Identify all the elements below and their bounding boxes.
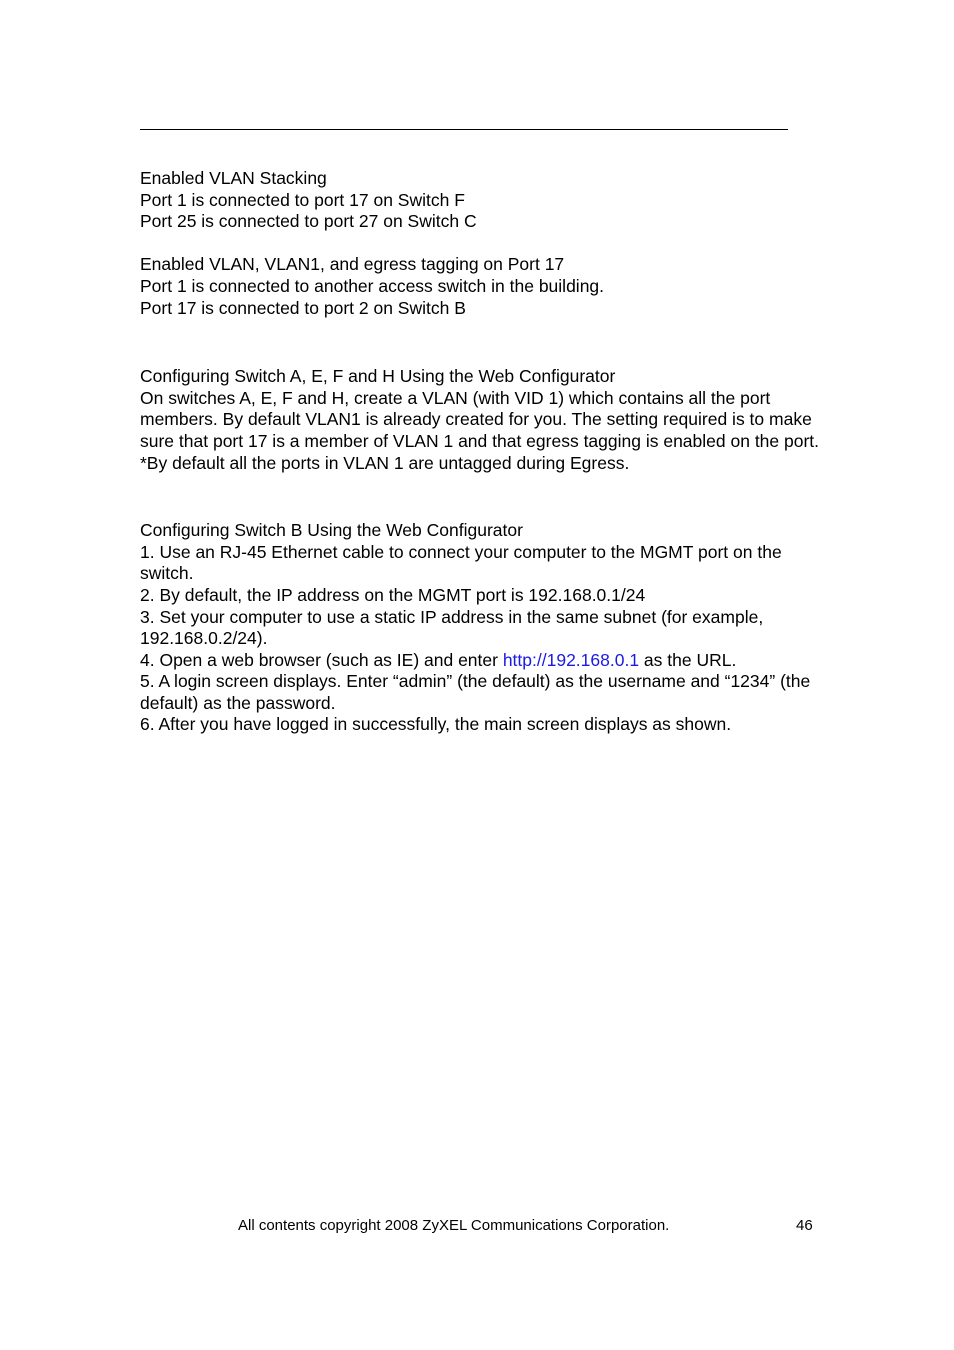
- step-1: 1. Use an RJ-45 Ethernet cable to connect your computer to the MGMT port on the switch.: [140, 541, 782, 584]
- section-paragraph-aefh: On switches A, E, F and H, create a VLAN (with VID 1) which contains all the port members. By default VLAN1 is already created for you. The setting required is to make sure that port 17 is a member of VLAN 1 and that egress tagging is enabled on the port.: [140, 387, 820, 451]
- switch-h-line-3: Port 17 is connected to port 2 on Switch B: [140, 297, 466, 318]
- step-2: 2. By default, the IP address on the MGMT port is 192.168.0.1/24: [140, 584, 646, 605]
- step-4: [140, 650, 830, 672]
- switch-h-line-1: Enabled VLAN, VLAN1, and egress tagging on Port 17: [140, 254, 565, 275]
- section-heading-aefh: Configuring Switch A, E, F and H Using the Web Configurator: [140, 366, 616, 387]
- switch-h-config-block: [140, 254, 830, 319]
- step-3: 3. Set your computer to use a static IP address in the same subnet (for example, 192.168.0.2/24).: [140, 606, 764, 649]
- section-switch-aefh: [140, 366, 830, 474]
- document-body: [140, 168, 830, 736]
- page-number: 46: [796, 1217, 813, 1234]
- section-heading-switch-b: Configuring Switch B Using the Web Configurator: [140, 520, 523, 541]
- switch-f-line-1: Enabled VLAN Stacking: [140, 168, 327, 188]
- copyright-notice: All contents copyright 2008 ZyXEL Communications Corporation.: [238, 1217, 670, 1234]
- step-6: 6. After you have logged in successfully, the main screen displays as shown.: [140, 714, 732, 735]
- step-4-text-after: as the URL.: [639, 649, 737, 670]
- switch-f-config-block: [140, 168, 830, 233]
- switch-f-line-3: Port 25 is connected to port 27 on Switch C: [140, 211, 477, 232]
- switch-f-line-2: Port 1 is connected to port 17 on Switch F: [140, 189, 465, 210]
- step-5: 5. A login screen displays. Enter “admin” (the default) as the username and “1234” (the default) as the password.: [140, 671, 811, 713]
- section-switch-b: [140, 520, 830, 736]
- header-rule: [140, 129, 788, 130]
- step-4-text-before: 4. Open a web browser (such as IE) and enter: [140, 649, 503, 670]
- switch-h-line-2: Port 1 is connected to another access switch in the building.: [140, 275, 605, 296]
- egress-note: *By default all the ports in VLAN 1 are untagged during Egress.: [140, 452, 630, 473]
- url-link[interactable]: http://192.168.0.1: [502, 649, 640, 670]
